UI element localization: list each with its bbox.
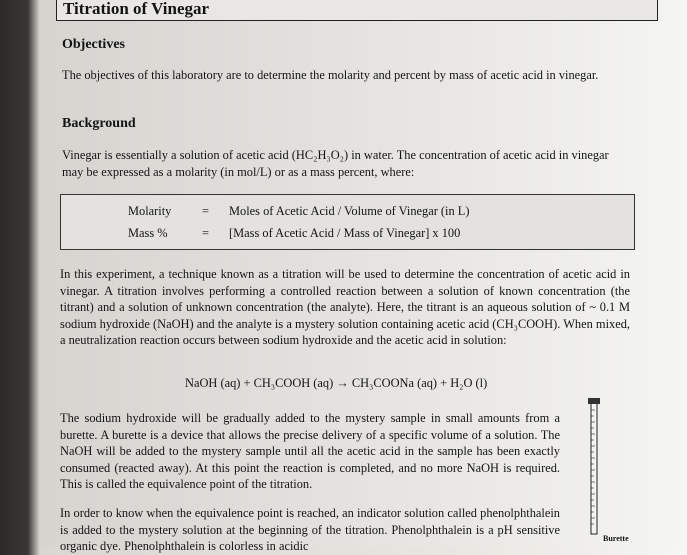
title-box (56, 0, 658, 21)
titration-paragraph: In this experiment, a technique known as a titration will be used to determine the concentration of acetic acid in vinegar. A titration involves performing a controlled reaction between a solution of known concentration (the titrant) and a solution of unknown concentration (the analyte). Here, the titrant is an aqueous solution of ~ 0.1 M sodium hydroxide (NaOH) and the analyte is a mystery solution containing acetic acid (CH₃COOH). When mixed, a neutralization reaction occurs between sodium hydroxide and the acetic acid in solution: (60, 267, 630, 347)
background-intro: Vinegar is essentially a solution of acetic acid (HC₂H₃O₂) in water. The concentration of acetic acid in vinegar may be expressed as a molarity (in mol/L) or as a mass percent, where: (62, 148, 609, 179)
page-title: Titration of Vinegar (63, 0, 210, 18)
molarity-equals: = (202, 204, 209, 218)
burette-icon (587, 398, 601, 536)
objectives-heading: Objectives (62, 37, 125, 52)
burette-paragraph: The sodium hydroxide will be gradually added to the mystery sample in small amounts from a burette. A burette is a device that allows the precise delivery of a specific volume of a solution. The NaOH will be added to the mystery sample until all the acetic acid in the sample has been exactly consumed (reacted away). At this point the reaction is completed, and no more NaOH is required. This is called the equivalence point of the titration. (60, 411, 560, 491)
indicator-paragraph: In order to know when the equivalence point is reached, an indicator solution called phenolphthalein is added to the mystery solution at the beginning of the titration. Phenolphthalein is a pH sensitive organic dye. Phenolphthalein is colorless in acidic (60, 506, 560, 553)
molarity-formula: Moles of Acetic Acid / Volume of Vinegar (in L) (229, 204, 470, 218)
mass-percent-formula: [Mass of Acetic Acid / Mass of Vinegar] x 100 (229, 226, 461, 240)
mass-percent-equals: = (202, 226, 209, 240)
reaction-equation: NaOH (aq) + CH₃COOH (aq) → CH₃COONa (aq) + H₂O (l) (185, 376, 488, 390)
mass-percent-term: Mass % (128, 226, 168, 240)
background-heading: Background (62, 116, 136, 131)
burette-label: Burette (603, 534, 629, 543)
objectives-text: The objectives of this laboratory are to determine the molarity and percent by mass of acetic acid in vinegar. (62, 68, 599, 82)
molarity-term: Molarity (128, 204, 172, 218)
definitions-box (60, 194, 635, 250)
